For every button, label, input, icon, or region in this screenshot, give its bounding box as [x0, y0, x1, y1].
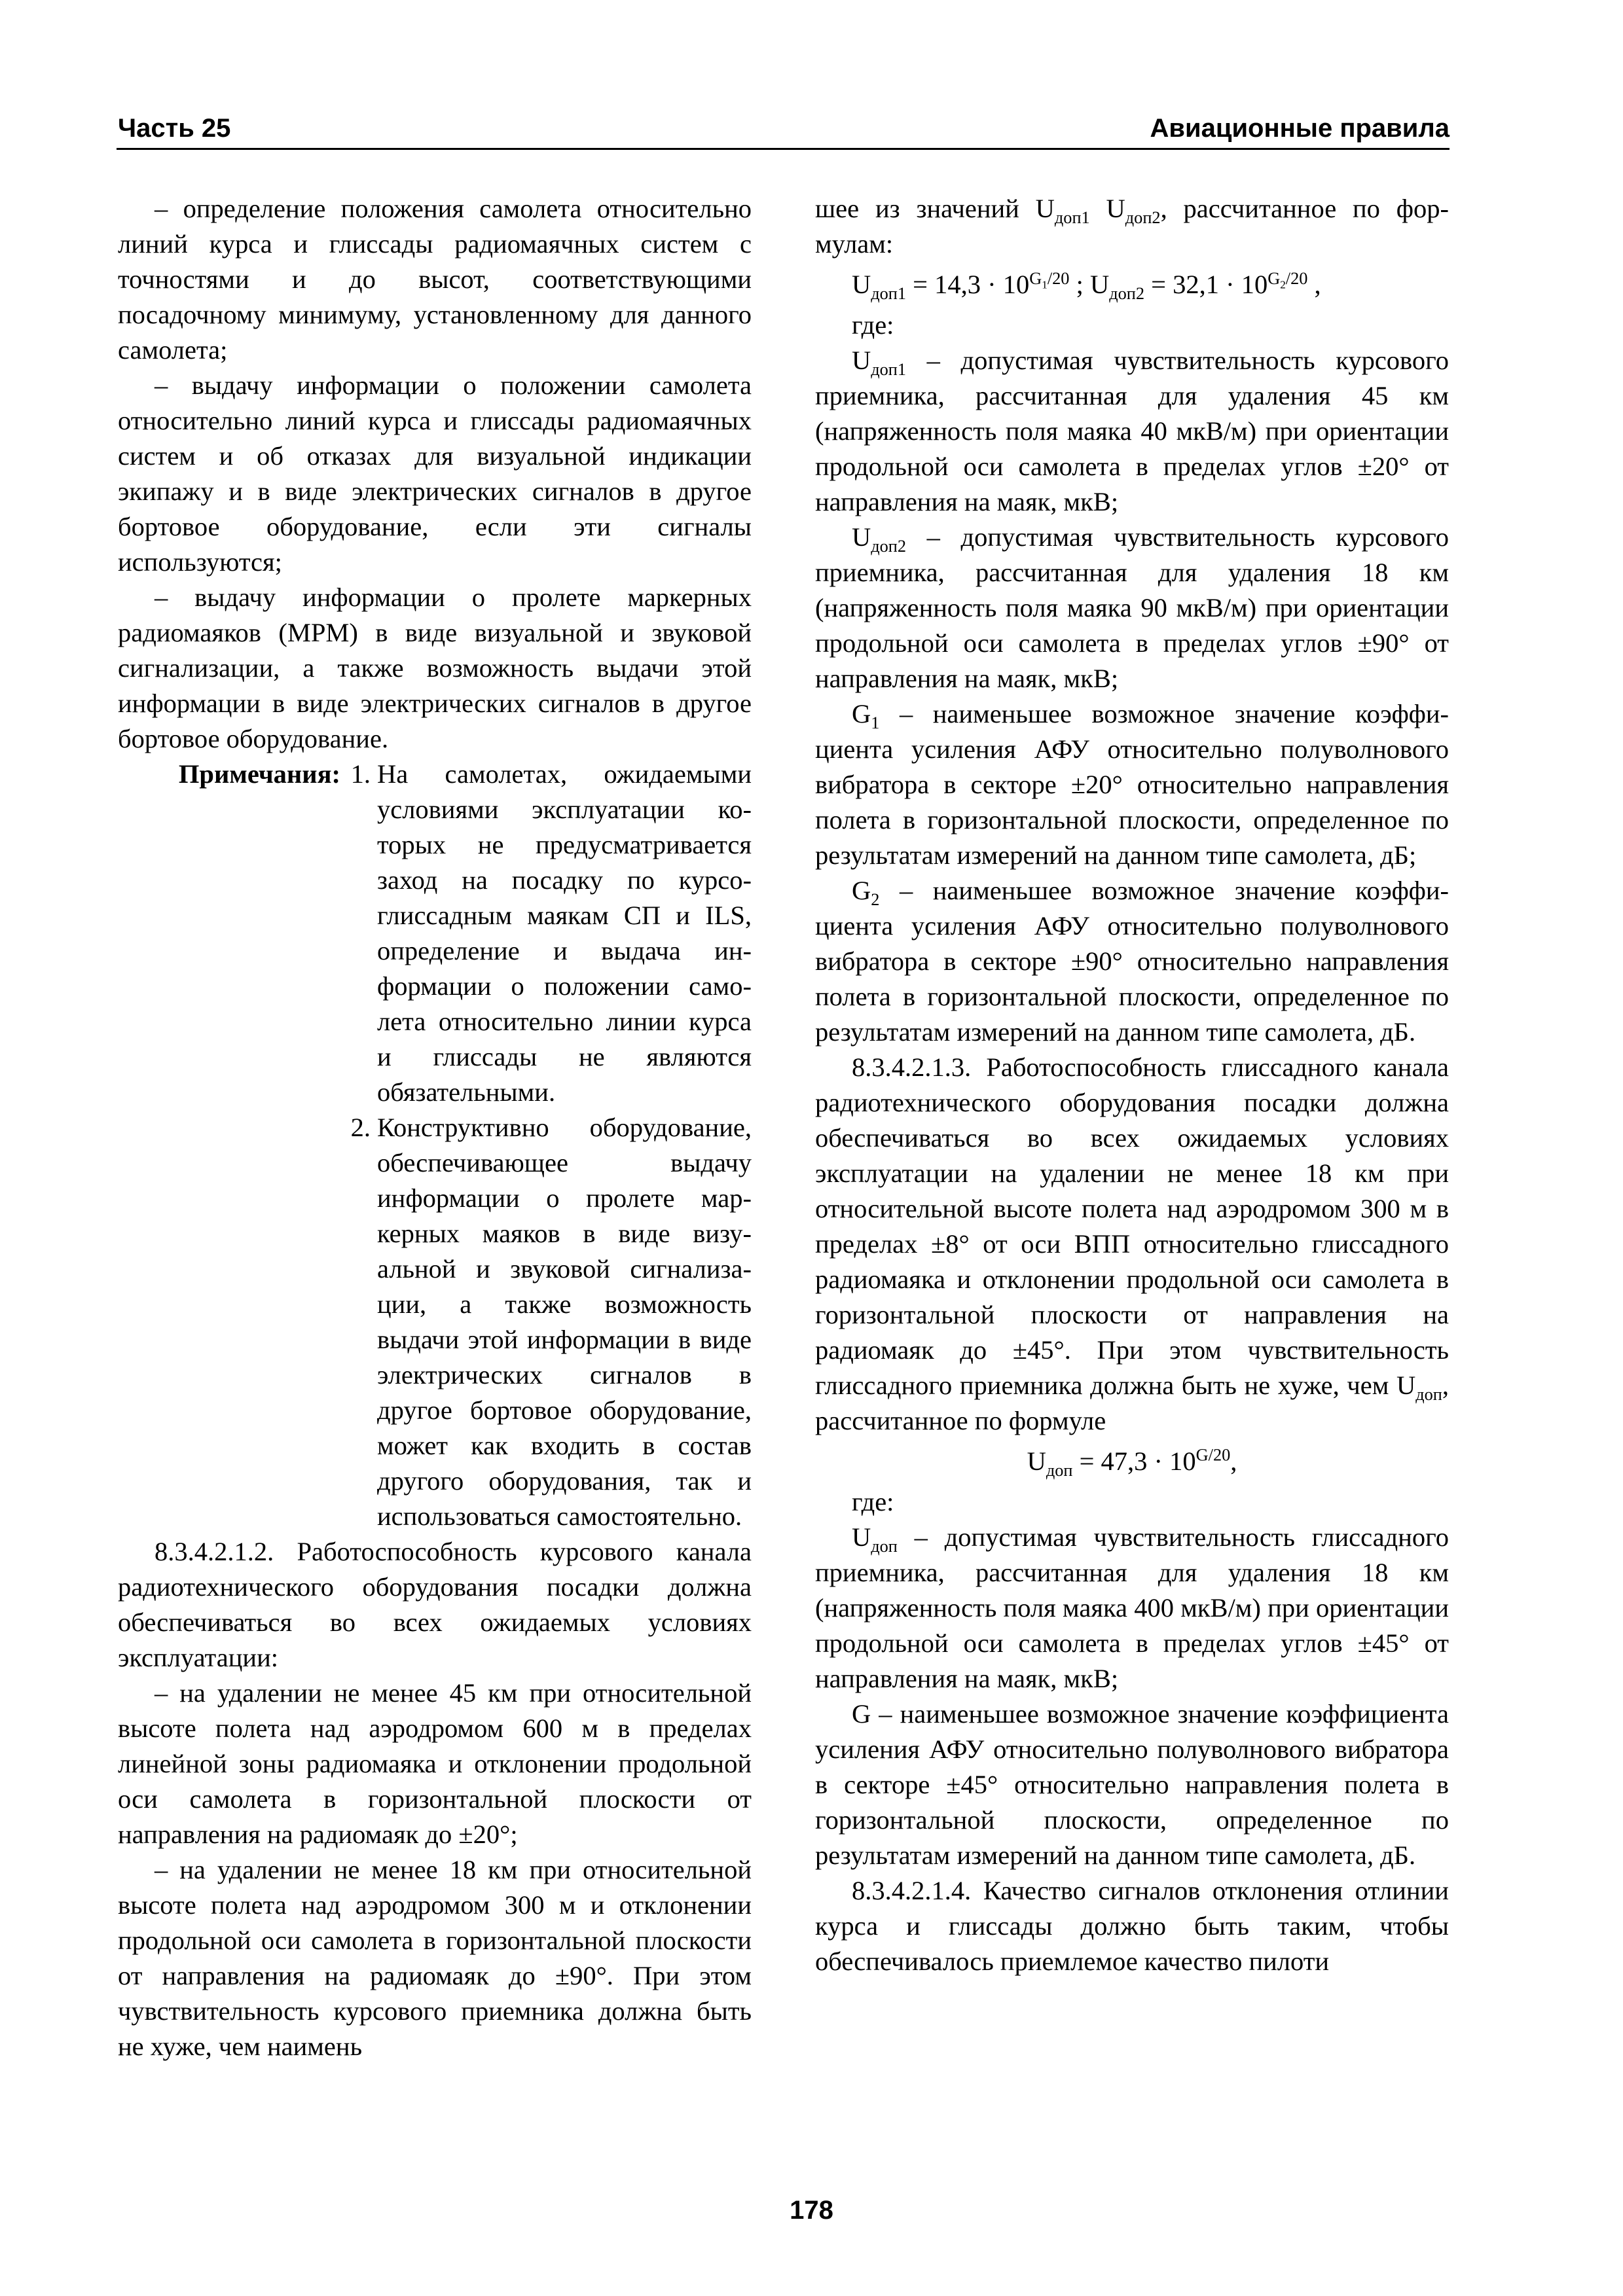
right-column — [815, 191, 1449, 1979]
paragraph: $G_1$ – наименьшее возможное значение коэффициента усиления АФУ относительно полуволнового вибратора в секторе ±20° относительно направления полета в горизонтальной плоскости, определенное по результатам измерений на данном типе самолета, дБ; — [815, 699, 1449, 870]
note-text: На самолетах, ожидаемыми условиями эксплуатации которых не предусматривается заход на посадку по курсоглиссадным маякам СП и ILS, определение и выдача информации о положении самолета относительно линии курса и глиссады не являются обязательными. — [377, 759, 752, 1107]
paragraph: 8.3.4.2.1.3. Работоспособность глиссадного канала радиотехнического оборудования посадки должна обеспечиваться во всех ожидаемых условиях эксплуатации на удалении не менее 18 км при относительной высоте полета над аэродромом 300 м в пределах ±8° от оси ВПП относительно глиссадного радиомаяка и отклонении продольной оси самолета в горизонтальной плоскости от направления на радиомаяк до ±45°. При этом чувствительность глиссадного приемника должна быть не хуже, чем $U_{доп}$, рассчитанное по формуле — [815, 1052, 1449, 1435]
paragraph: $U_{доп2}$ – допустимая чувствительность курсового приемника, рассчитанная для удаления 18 км (напряженность поля маяка 90 мкВ/м) при ориентации продольной оси самолета в пределах углов ±90° от направления на маяк, мкВ; — [815, 522, 1449, 693]
paragraph: 8.3.4.2.1.2. Работоспособность курсового канала радиотехнического оборудования посадки должна обеспечиваться во всех ожидаемых условиях эксплуатации: — [118, 1537, 752, 1672]
note-item — [340, 1110, 752, 1534]
notes-block — [118, 757, 752, 1110]
formula-u-dop1-u-dop2: $U_{доп1} = 14,3 \cdot 10^{G_1/20}$ ; $U_{доп2} = 32,1 \cdot 10^{G_2/20}$ , — [852, 268, 1321, 304]
paragraph: – определение положения самолета относительно линий курса и глиссады радиомаячных систем с точностями и до высот, соответствующими посадочному минимуму, установленному для данного самолета; — [118, 194, 752, 365]
formula-u-dop: $U_{доп} = 47,3 \cdot 10^{G/20}$, — [1027, 1445, 1237, 1480]
paragraph: 8.3.4.2.1.4. Качество сигналов отклонения отлинии курса и глиссады должно быть таким, чтобы обеспечивалось приемлемое качество пилоти — [815, 1876, 1449, 1976]
paragraph: шее из значений $U_{доп1}$ $U_{доп2}$, рассчитанное по формулам: — [815, 194, 1450, 259]
notes-list — [340, 757, 752, 1110]
note-item — [340, 757, 752, 1110]
paragraph: $U_{доп1}$ – допустимая чувствительность курсового приемника, рассчитанная для удаления 45 км (напряженность поля маяка 40 мкВ/м) при ориентации продольной оси самолета в пределах углов ±20° от направления на маяк, мкВ; — [815, 346, 1449, 516]
note-text: Конструктивно оборудование, обеспечивающее выдачу информации о пролете маркерных маяков в виде визуальной и звуковой сигнализации, а также возможность выдачи этой информации в виде электрических сигналов в другое бортовое оборудование, может как входить в состав другого оборудования, так и использоваться самостоятельно. — [377, 1113, 752, 1531]
paragraph: $U_{доп}$ – допустимая чувствительность глиссадного приемника, рассчитанная для удаления 18 км (напряженность поля маяка 400 мкВ/м) при ориентации продольной оси самолета в пределах углов ±45° от направления на маяк, мкВ; — [815, 1522, 1449, 1693]
where-label: где: — [852, 1487, 894, 1516]
header-rule — [117, 148, 1450, 150]
paragraph: – выдачу информации о пролете маркерных радиомаяков (МРМ) в виде визуальной и звуковой сигнализации, а также возможность выдачи этой информации в виде электрических сигналов в другое бортовое оборудование. — [118, 583, 752, 753]
notes-list — [340, 1110, 752, 1534]
paragraph: – на удалении не менее 18 км при относительной высоте полета над аэродромом 300 м и отклонении продольной оси самолета в горизонтальной плоскости от направления на радиомаяк до ±90°. При этом чувствительность курсового приемника должна быть не хуже, чем наимень — [118, 1855, 752, 2061]
notes-block-continued — [118, 1110, 752, 1534]
note-number: 1. — [350, 759, 371, 789]
paragraph: – на удалении не менее 45 км при относительной высоте полета над аэродромом 600 м в пределах линейной зоны радиомаяка и отклонении продольной оси самолета в горизонтальной плоскости от направления на радиомаяк до ±20°; — [118, 1678, 752, 1849]
notes-label: Примечания: — [178, 759, 340, 789]
paragraph: G – наименьшее возможное значение коэффициента усиления АФУ относительно полуволнового вибратора в секторе ±45° относительно направления полета в горизонтальной плоскости, определенное по результатам измерений на данном типе самолета, дБ. — [815, 1699, 1449, 1870]
where-label: где: — [852, 310, 894, 340]
running-header-right: Авиационные правила — [1150, 114, 1450, 143]
page-number: 178 — [790, 2196, 833, 2225]
left-column — [118, 191, 752, 2064]
paragraph: $G_2$ – наименьшее возможное значение коэффициента усиления АФУ относительно полуволнового вибратора в секторе ±90° относительно направления полета в горизонтальной плоскости, определенное по результатам измерений на данном типе самолета, дБ. — [815, 876, 1449, 1047]
note-number: 2. — [350, 1113, 371, 1142]
paragraph: – выдачу информации о положении самолета относительно линий курса и глиссады радиомаячных систем и об отказах для визуальной индикации экипажу и в виде электрических сигналов в другое бортовое оборудование, если эти сигналы используются; — [118, 370, 752, 577]
running-header-left: Часть 25 — [118, 114, 231, 143]
